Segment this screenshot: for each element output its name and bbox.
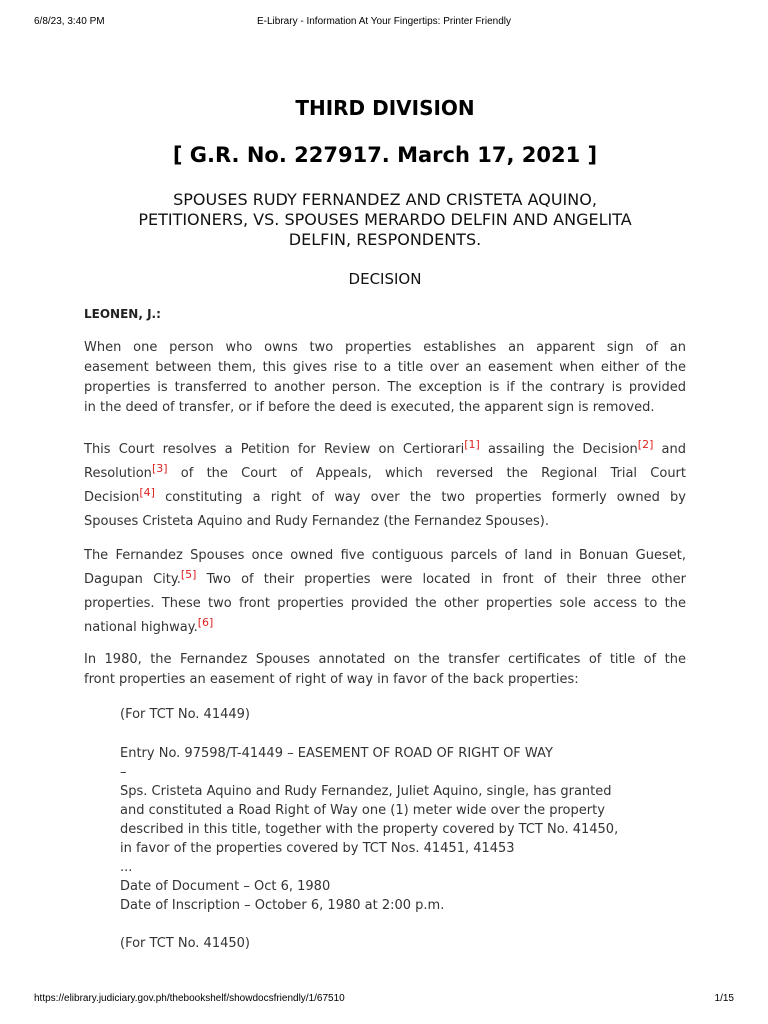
paragraph-intro (84, 338, 686, 418)
parties-line: PETITIONERS, VS. SPOUSES MERARDO DELFIN AND ANGELITA (138, 210, 632, 229)
paragraph-line: The Fernandez Spouses once owned five contiguous parcels of land in Bonuan Gueset, (84, 548, 686, 563)
quote-line: in favor of the properties covered by TCT Nos. 41451, 41453 (120, 841, 515, 856)
page-indicator: 1/15 (714, 993, 734, 1004)
parties-line: SPOUSES RUDY FERNANDEZ AND CRISTETA AQUINO, (173, 190, 597, 209)
print-datetime: 6/8/23, 3:40 PM (34, 16, 105, 27)
parties-line: DELFIN, RESPONDENTS. (288, 230, 482, 249)
footnote-link-1[interactable]: [1] (464, 438, 480, 451)
paragraph-properties (84, 544, 686, 640)
quote-line: Entry No. 97598/T-41449 – EASEMENT OF ROAD OF RIGHT OF WAY (120, 746, 553, 761)
paragraph-annotation (84, 650, 686, 690)
paragraph-line: When one person who owns two properties establishes an apparent sign of an (84, 340, 686, 355)
case-parties (84, 190, 686, 250)
paragraph-line: in the deed of transfer, or if before the deed is executed, the apparent sign is removed. (84, 400, 655, 415)
decision-heading: DECISION (348, 270, 422, 288)
paragraph-line: Dagupan City.[5] Two of their properties were located in front of their three other (84, 568, 686, 587)
paragraph-petition (84, 438, 686, 534)
tct-label: (For TCT No. 41449) (120, 707, 250, 722)
quote-line: described in this title, together with the property covered by TCT No. 41450, (120, 822, 619, 837)
footnote-link-6[interactable]: [6] (197, 616, 214, 629)
footnote-link-3[interactable]: [3] (151, 462, 168, 475)
footnote-link-5[interactable]: [5] (180, 568, 197, 581)
quote-line: Sps. Cristeta Aquino and Rudy Fernandez, Juliet Aquino, single, has granted (120, 784, 612, 799)
paragraph-line: front properties an easement of right of way in favor of the back properties: (84, 672, 579, 687)
quote-line: Date of Inscription – October 6, 1980 at 2:00 p.m. (120, 898, 445, 913)
quoted-annotation (120, 705, 660, 953)
paragraph-line: properties is transferred to another person. The exception is if the contrary is provided (84, 380, 686, 395)
footnote-link-2[interactable]: [2] (637, 438, 654, 451)
quote-line: – (120, 765, 127, 780)
division-heading: THIRD DIVISION (295, 96, 475, 120)
quote-line: Date of Document – Oct 6, 1980 (120, 879, 331, 894)
print-url: https://elibrary.judiciary.gov.ph/thebookshelf/showdocsfriendly/1/67510 (34, 993, 345, 1004)
paragraph-line: Decision[4] constituting a right of way over the two properties formerly owned by (84, 486, 686, 505)
paragraph-line: Spouses Cristeta Aquino and Rudy Fernandez (the Fernandez Spouses). (84, 514, 549, 529)
tct-label: (For TCT No. 41450) (120, 936, 250, 951)
quote-line: ... (120, 860, 133, 875)
paragraph-line: This Court resolves a Petition for Review on Certiorari[1] assailing the Decision[2] and (84, 438, 686, 457)
paragraph-line: properties. These two front properties provided the other properties sole access to the (84, 596, 686, 611)
case-number-heading: [ G.R. No. 227917. March 17, 2021 ] (172, 143, 598, 167)
paragraph-line: easement between them, this gives rise to a title over an easement when either of the (84, 360, 686, 375)
paragraph-line: In 1980, the Fernandez Spouses annotated on the transfer certificates of title of the (84, 652, 686, 667)
ponente-label: LEONEN, J.: (84, 307, 161, 321)
print-page-title: E-Library - Information At Your Fingertips: Printer Friendly (257, 16, 511, 27)
footnote-link-4[interactable]: [4] (139, 486, 155, 499)
quote-line: and constituted a Road Right of Way one (1) meter wide over the property (120, 803, 605, 818)
paragraph-line: national highway.[6] (84, 616, 214, 635)
paragraph-line: Resolution[3] of the Court of Appeals, which reversed the Regional Trial Court (84, 462, 686, 481)
